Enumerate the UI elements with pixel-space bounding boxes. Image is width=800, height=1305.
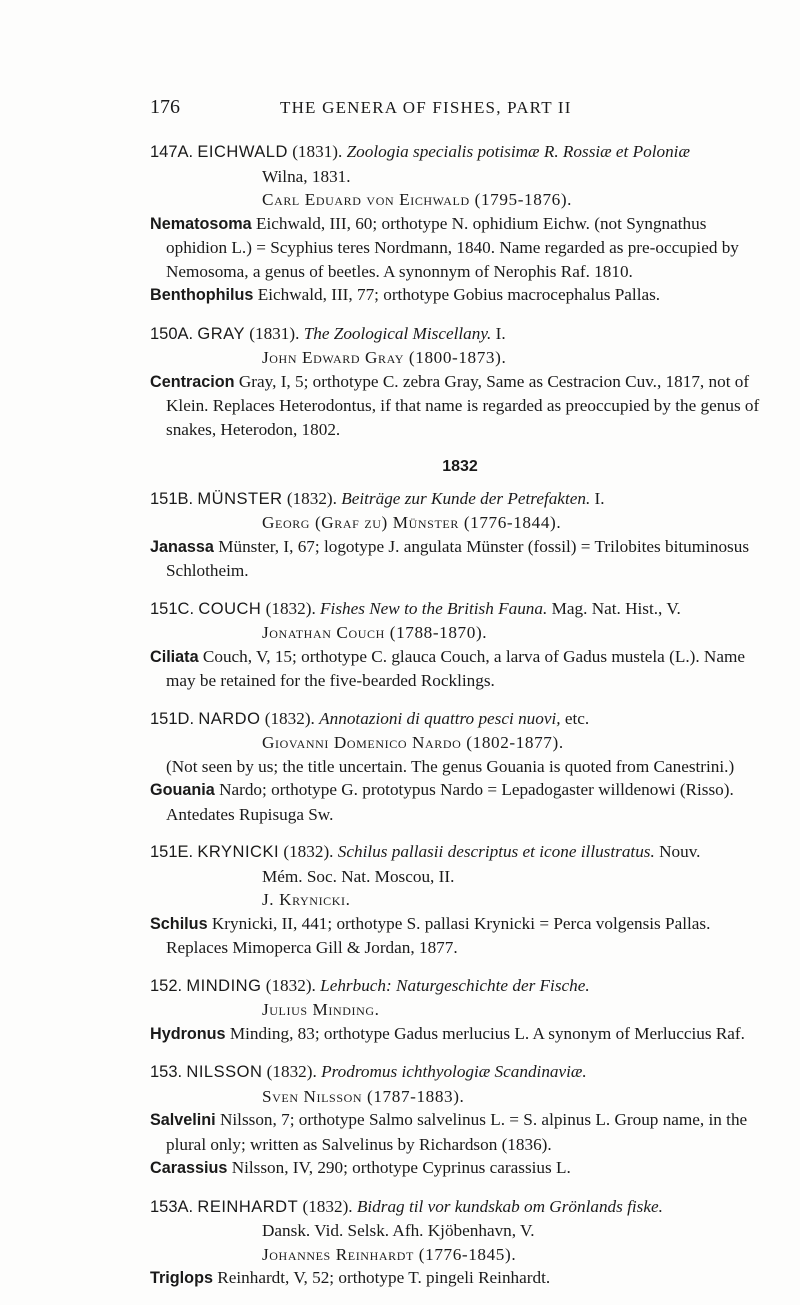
ref-year: (1832). [266,1062,317,1081]
entry-151c [150,597,770,693]
journal-start: Nouv. [659,842,701,861]
entry-147a [150,140,770,308]
genus-name: Benthophilus [150,286,254,304]
reference [150,1195,770,1220]
author-full-name: Johannes Reinhardt (1776-1845). [262,1244,517,1264]
genus-entry [150,535,770,583]
genus-text: Krynicki, II, 441; orthotype S. pallasi Krynicki = Perca volgensis Pallas. Replaces Mimoperca Gill & Jordan, 1877. [166,913,711,957]
author-full-name: Giovanni Domenico Nardo (1802-1877). [262,733,564,752]
genus-entry [150,212,770,284]
author: REINHARDT [197,1197,299,1216]
ref-year: (1832). [283,842,334,861]
genus-name: Nematosoma [150,214,252,233]
author-full-name: Sven Nilsson (1787-1883). [262,1086,465,1106]
genus-name: Triglops [150,1269,213,1287]
entry-number: 153. [150,1063,183,1081]
author-full-name: John Edward Gray (1800-1873). [262,348,507,367]
reference [150,140,770,165]
ref-year: (1832). [264,708,315,728]
genus-entry [150,283,770,308]
ref-year: (1831). [292,142,343,161]
genus-text: Reinhardt, V, 52; orthotype T. pingeli Reinhardt. [217,1268,551,1287]
genus-text: Eichwald, III, 77; orthotype Gobius macrocephalus Pallas. [257,285,661,304]
genus-name: Hydronus [150,1024,226,1043]
work-title: Beiträge zur Kunde der Petrefakten. [341,488,591,508]
author-full-name: Georg (Graf zu) Münster (1776-1844). [262,513,562,532]
page-body [150,140,770,1305]
genus-name: Centracion [150,372,235,391]
author: KRYNICKI [197,843,280,861]
genus-entry [150,1108,770,1156]
entry-number: 151E. [150,843,194,861]
genus-text: Couch, V, 15; orthotype C. glauca Couch, a larva of Gadus mustela (L.). Name may be retained for the five-bearded Rocklings. [166,646,745,690]
author-full-name: Carl Eduard von Eichwald (1795-1876). [262,190,573,209]
work-title: Annotazioni di quattro pesci nuovi, [319,708,561,728]
author: MINDING [186,976,262,995]
ref-year: (1831). [249,323,300,343]
entry-153a [150,1195,770,1291]
entry-151b [150,487,770,583]
author: MÜNSTER [197,489,283,508]
page-number: 176 [150,96,180,118]
genus-entry [150,778,770,826]
entry-number: 153A. [150,1197,194,1216]
reference [150,322,770,347]
author-full-name: Jonathan Couch (1788-1870). [262,623,488,642]
publication-info: Mém. Soc. Nat. Moscou, II. [262,866,455,886]
ref-year: (1832). [265,975,316,995]
genus-entry [150,645,770,693]
reference [150,597,770,622]
genus-name: Janassa [150,537,214,556]
title-suffix: etc. [564,708,590,728]
entry-number: 150A. [150,324,194,343]
genus-entry [150,1156,770,1181]
work-title: Prodromus ichthyologiæ Scandinaviæ. [321,1062,587,1081]
genus-text: Münster, I, 67; logotype J. angulata Münster (fossil) = Trilobites bituminosus Schlotheim. [166,536,750,580]
genus-text: Gray, I, 5; orthotype C. zebra Gray, Same as Cestracion Cuv., 1817, not of Klein. Replaces Heterodontus, if that name is regarded as preoccupied by the genus of snakes, Heterodon, 1802. [166,371,760,439]
genus-name: Ciliata [150,647,199,666]
genus-name: Salvelini [150,1111,216,1129]
genus-entry [150,370,770,442]
genus-name: Carassius [150,1159,228,1177]
entry-152 [150,974,770,1047]
entry-number: 151C. [150,599,195,618]
genus-text: Eichwald, III, 60; orthotype N. ophidium Eichw. (not Syngnathus ophidion L.) = Scyphius teres Nordmann, 1840. Name regarded as pre-occupied by Nemosoma, a genus of beetles. A synonnym of Nerophis Raf. 1810. [166,213,739,281]
entry-number: 152. [150,976,183,995]
genus-text: Nardo; orthotype G. prototypus Nardo = Lepadogaster willdenowi (Risso). Antedates Rupisuga Sw. [166,780,734,824]
work-title: The Zoological Miscellany. [303,323,492,343]
reference [150,1060,770,1085]
journal: Mag. Nat. Hist., V. [551,598,681,618]
author-full-name: J. Krynicki. [262,890,351,909]
ref-year: (1832). [302,1196,353,1216]
reference [150,974,770,999]
author: COUCH [198,599,262,618]
year-heading: 1832 [442,458,478,475]
author-full-name: Julius Minding. [262,1000,380,1019]
reference [150,487,770,512]
author: NILSSON [186,1063,263,1081]
entry-number: 151B. [150,489,194,508]
entry-151e [150,840,770,960]
reference [150,840,770,865]
entry-number: 147A. [150,143,194,161]
genus-entry [150,1022,770,1047]
work-title: Fishes New to the British Fauna. [320,598,548,618]
genus-entry [150,1266,770,1291]
genus-text: Minding, 83; orthotype Gadus merlucius L. A synonym of Merluccius Raf. [229,1023,745,1043]
author: GRAY [197,324,245,343]
volume: I. [495,323,506,343]
genus-name: Schilus [150,914,208,933]
author: EICHWALD [197,143,288,161]
entry-150a [150,322,770,442]
work-title: Schilus pallasii descriptus et icone illustratus. [337,842,655,861]
running-head: THE GENERA OF FISHES, PART II [280,98,572,117]
ref-year: (1832). [286,488,337,508]
volume: I. [594,488,605,508]
genus-entry [150,912,770,960]
entry-151d [150,707,770,827]
genus-text: Nilsson, IV, 290; orthotype Cyprinus carassius L. [231,1158,571,1177]
work-title: Lehrbuch: Naturgeschichte der Fische. [320,975,590,995]
entry-153 [150,1060,770,1181]
reference [150,707,770,732]
work-title: Bidrag til vor kundskab om Grönlands fiske. [356,1196,663,1216]
entry-number: 151D. [150,709,195,728]
ref-year: (1832). [265,598,316,618]
work-title: Zoologia specialis potisimæ R. Rossiæ et Poloniæ [346,142,690,161]
author: NARDO [198,709,261,728]
genus-text: Nilsson, 7; orthotype Salmo salvelinus L. = S. alpinus L. Group name, in the plural only; written as Salvelinus by Richardson (1836). [166,1110,748,1154]
publication-info: Dansk. Vid. Selsk. Afh. Kjöbenhavn, V. [262,1221,535,1240]
genus-name: Gouania [150,781,215,799]
publication-info: Wilna, 1831. [262,166,351,186]
editorial-note: (Not seen by us; the title uncertain. The genus Gouania is quoted from Canestrini.) [166,756,735,776]
